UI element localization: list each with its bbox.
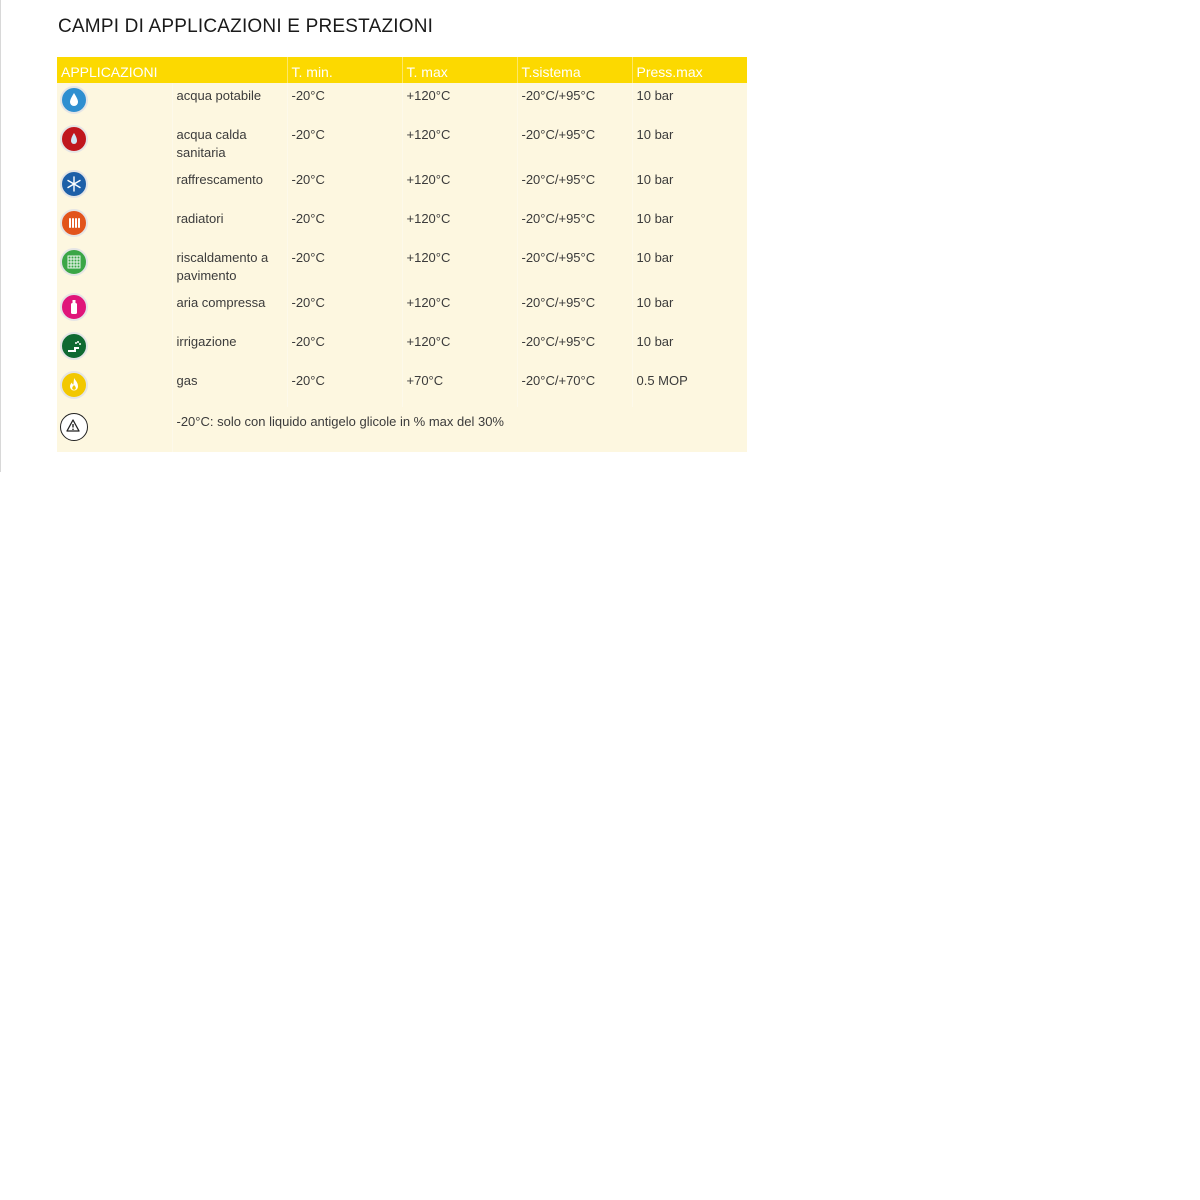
- table-row: [57, 206, 747, 245]
- press-max-value: 10 bar: [632, 329, 747, 368]
- t-min-value: -20°C: [287, 206, 402, 245]
- drinking-water-icon: [60, 86, 88, 114]
- t-min-value: -20°C: [287, 122, 402, 167]
- radiator-icon: [60, 209, 88, 237]
- header-t-max: T. max: [402, 57, 517, 83]
- press-max-value: 10 bar: [632, 206, 747, 245]
- table-row: [57, 368, 747, 407]
- t-max-value: +120°C: [402, 329, 517, 368]
- t-max-value: +120°C: [402, 206, 517, 245]
- gas-flame-icon: [60, 371, 88, 399]
- page-title: CAMPI DI APPLICAZIONI E PRESTAZIONI: [58, 16, 434, 37]
- table-row: [57, 245, 747, 290]
- icon-cell: [57, 206, 172, 245]
- press-max-value: 10 bar: [632, 167, 747, 206]
- icon-cell: [57, 167, 172, 206]
- table-note-row: [57, 407, 747, 452]
- header-applicazioni: APPLICAZIONI: [57, 57, 287, 83]
- warning-icon: [60, 413, 88, 441]
- note-text: -20°C: solo con liquido antigelo glicole in % max del 30%: [172, 407, 747, 452]
- cooling-snowflake-icon: [60, 170, 88, 198]
- application-name: riscaldamento a pavimento: [172, 245, 287, 290]
- press-max-value: 10 bar: [632, 290, 747, 329]
- applications-table: [57, 57, 747, 452]
- header-t-sistema: T.sistema: [517, 57, 632, 83]
- table-row: [57, 167, 747, 206]
- t-max-value: +70°C: [402, 368, 517, 407]
- t-sistema-value: -20°C/+95°C: [517, 83, 632, 122]
- t-max-value: +120°C: [402, 245, 517, 290]
- press-max-value: 10 bar: [632, 122, 747, 167]
- t-sistema-value: -20°C/+70°C: [517, 368, 632, 407]
- table-row: [57, 122, 747, 167]
- t-max-value: +120°C: [402, 122, 517, 167]
- t-sistema-value: -20°C/+95°C: [517, 206, 632, 245]
- t-min-value: -20°C: [287, 167, 402, 206]
- table-row: [57, 290, 747, 329]
- icon-cell: [57, 245, 172, 290]
- t-sistema-value: -20°C/+95°C: [517, 329, 632, 368]
- icon-cell: [57, 368, 172, 407]
- t-sistema-value: -20°C/+95°C: [517, 122, 632, 167]
- icon-cell: [57, 83, 172, 122]
- press-max-value: 10 bar: [632, 83, 747, 122]
- application-name: acqua potabile: [172, 83, 287, 122]
- header-press-max: Press.max: [632, 57, 747, 83]
- header-t-min: T. min.: [287, 57, 402, 83]
- t-min-value: -20°C: [287, 290, 402, 329]
- application-name: aria compressa: [172, 290, 287, 329]
- application-name: gas: [172, 368, 287, 407]
- t-min-value: -20°C: [287, 83, 402, 122]
- press-max-value: 10 bar: [632, 245, 747, 290]
- hot-water-icon: [60, 125, 88, 153]
- page-left-border: [0, 0, 1, 472]
- t-sistema-value: -20°C/+95°C: [517, 167, 632, 206]
- irrigation-icon: [60, 332, 88, 360]
- icon-cell: [57, 122, 172, 167]
- t-sistema-value: -20°C/+95°C: [517, 245, 632, 290]
- table-header-row: [57, 57, 747, 83]
- icon-cell: [57, 407, 172, 452]
- application-name: radiatori: [172, 206, 287, 245]
- t-sistema-value: -20°C/+95°C: [517, 290, 632, 329]
- t-max-value: +120°C: [402, 290, 517, 329]
- floor-heating-icon: [60, 248, 88, 276]
- application-name: irrigazione: [172, 329, 287, 368]
- icon-cell: [57, 329, 172, 368]
- application-name: raffrescamento: [172, 167, 287, 206]
- t-min-value: -20°C: [287, 245, 402, 290]
- table-row: [57, 329, 747, 368]
- icon-cell: [57, 290, 172, 329]
- t-min-value: -20°C: [287, 368, 402, 407]
- compressed-air-icon: [60, 293, 88, 321]
- t-max-value: +120°C: [402, 83, 517, 122]
- press-max-value: 0.5 MOP: [632, 368, 747, 407]
- t-min-value: -20°C: [287, 329, 402, 368]
- t-max-value: +120°C: [402, 167, 517, 206]
- application-name: acqua calda sanitaria: [172, 122, 287, 167]
- table-row: [57, 83, 747, 122]
